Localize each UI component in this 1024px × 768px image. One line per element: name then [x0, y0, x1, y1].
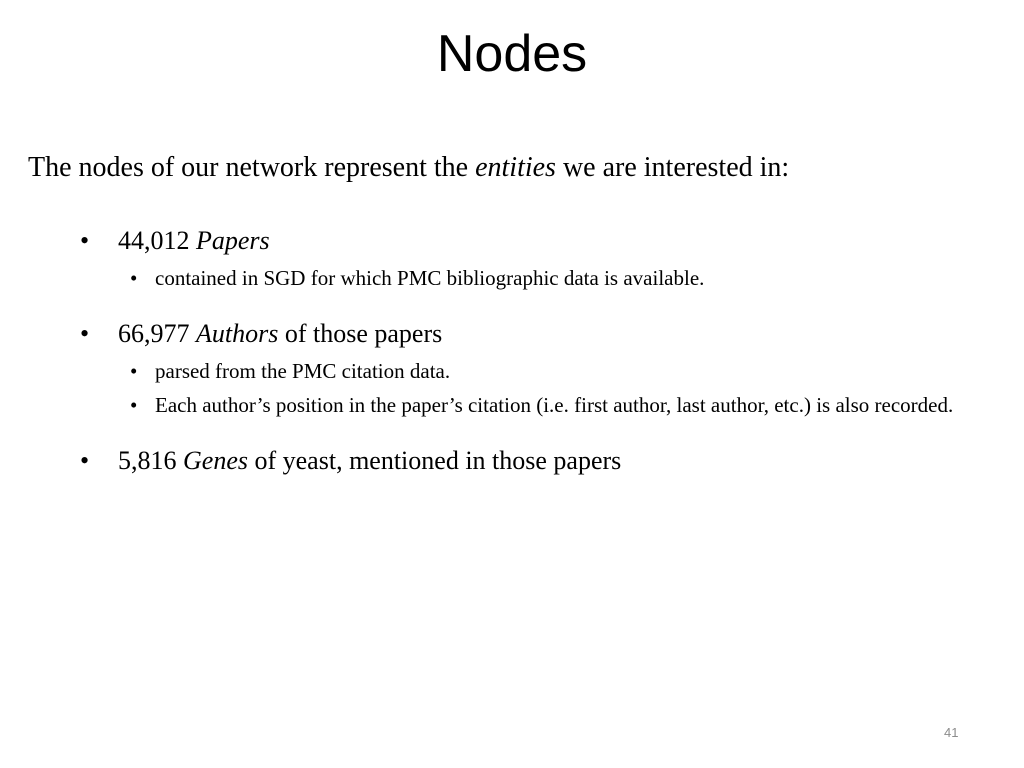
sub-bullet-marker: •	[130, 359, 138, 383]
genes-rest: of yeast, mentioned in those papers	[247, 446, 622, 475]
bullet-marker: •	[80, 226, 90, 255]
intro-line	[28, 150, 988, 186]
sub-bullet-marker: •	[130, 266, 138, 290]
genes-entity: Genes	[183, 446, 248, 475]
authors-rest: of those papers	[278, 319, 443, 348]
authors-entity: Authors	[196, 319, 279, 348]
slide-title: Nodes	[436, 25, 588, 83]
papers-count: 44,012	[118, 226, 190, 255]
slide-body	[28, 150, 988, 478]
sub-bullet-papers-source	[28, 265, 988, 292]
sub-bullet-marker: •	[130, 393, 138, 417]
sub-bullet-text: Each author’s position in the paper’s citation (i.e. first author, last author, etc.) is also recorded.	[155, 393, 954, 417]
sub-bullet-text: contained in SGD for which PMC bibliographic data is available.	[155, 266, 705, 290]
sub-bullet-text: parsed from the PMC citation data.	[155, 359, 451, 383]
genes-count: 5,816	[118, 446, 177, 475]
bullet-marker: •	[80, 319, 90, 348]
bullet-authors	[28, 317, 988, 351]
slide-number: 41	[944, 725, 959, 740]
bullet-papers	[28, 224, 988, 258]
papers-entity: Papers	[196, 226, 270, 255]
bullet-marker: •	[80, 446, 90, 475]
intro-text-after: we are interested in:	[555, 152, 790, 183]
sub-bullet-authors-source	[28, 358, 988, 385]
sub-bullet-authors-position	[28, 392, 988, 419]
authors-count: 66,977	[118, 319, 190, 348]
intro-text-before: The nodes of our network represent the	[28, 152, 476, 183]
intro-emphasis: entities	[475, 152, 556, 183]
bullet-genes	[28, 444, 988, 478]
